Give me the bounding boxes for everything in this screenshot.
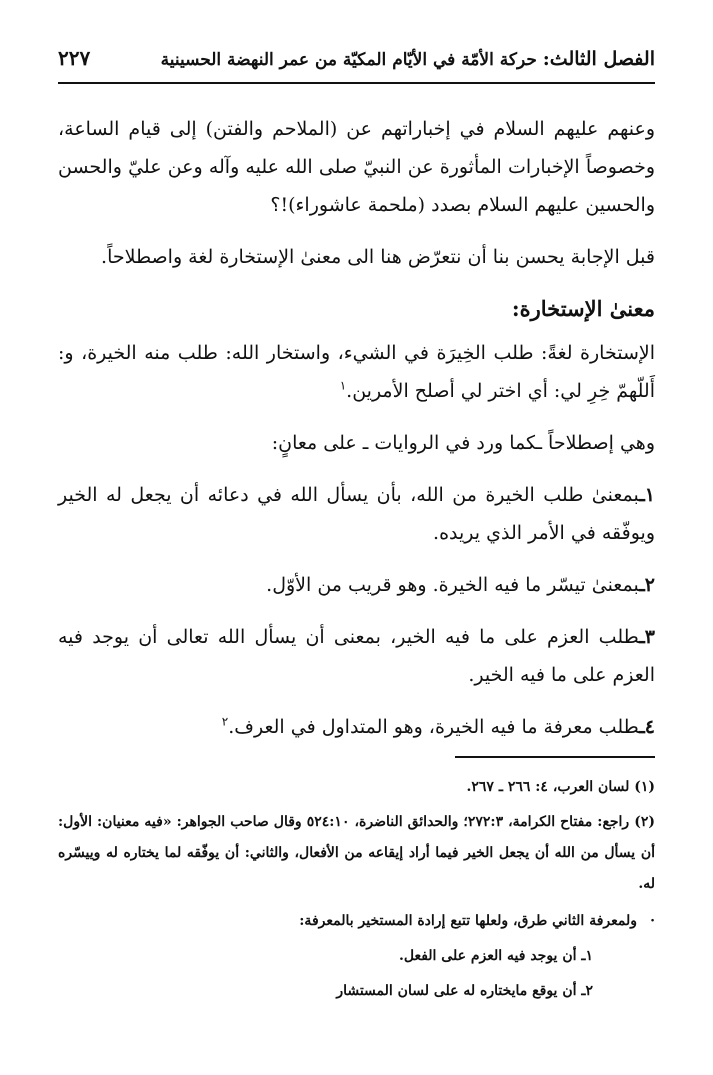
footnote-sub-item: · ولمعرفة الثاني طرق، ولعلها تتبع إرادة المستخير بالمعرفة: <box>58 906 637 937</box>
footnote-ref: ١ <box>339 378 347 393</box>
chapter-label: الفصل الثالث: <box>542 48 655 70</box>
running-header <box>58 42 655 84</box>
paragraph: وعنهم عليهم السلام في إخباراتهم عن (الملاحم والفتن) إلى قيام الساعة، وخصوصاً الإخبارات المأثورة عن النبيّ صلى الله عليه وآله وعن عليّ والحسن والحسين عليهم السلام بصدد (ملحمة عاشوراء)!؟ <box>58 118 655 216</box>
list-number: ٣ـ <box>639 626 655 648</box>
paragraph: وهي إصطلاحاً ـكما ورد في الروايات ـ على معانٍ: <box>271 432 655 454</box>
definition-text: الإستخارة لغةً: طلب الخِيرَة في الشيء، واستخار الله: طلب منه الخيرة، و: أَللّهمّ خِرِ لي: أي اختر لي أصلح الأمرين. <box>58 342 655 402</box>
footnote-sub-item: ٢ـ أن يوقع مايختاره له على لسان المستشار <box>336 983 593 999</box>
page-number: ٢٢٧ <box>58 46 91 70</box>
list-item <box>58 566 655 604</box>
footnote-sublist <box>58 906 655 1007</box>
paragraph <box>58 334 655 410</box>
list-number: ٤ـ <box>639 716 655 738</box>
footnote-ref: ٢ <box>221 714 229 729</box>
main-text <box>58 110 655 760</box>
list-text: طلب العزم على ما فيه الخير، بمعنى أن يسأل الله تعالى أن يوجد فيه العزم على ما فيه الخير. <box>58 626 655 686</box>
list-number: ٢ـ <box>639 574 655 596</box>
footnote-sub-item: ١ـ أن يوجد فيه العزم على الفعل. <box>398 948 593 964</box>
list-text: بمعنىٰ تيسّر ما فيه الخيرة. وهو قريب من الأوّل. <box>266 574 640 596</box>
list-text: طلب معرفة ما فيه الخيرة، وهو المتداول في العرف. <box>228 716 640 738</box>
chapter-title <box>161 48 655 70</box>
list-text: بمعنىٰ طلب الخيرة من الله، بأن يسأل الله في دعائه أن يجعل له الخير ويوفّقه في الأمر الذي يريده. <box>58 484 655 544</box>
footnote-divider <box>455 756 655 758</box>
list-item <box>58 618 655 694</box>
section-heading: معنىٰ الإستخارة: <box>511 296 655 321</box>
list-number: ١ـ <box>639 484 655 506</box>
footnote: (١) لسان العرب، ٤: ٢٦٦ ـ ٢٦٧. <box>466 779 655 795</box>
list-item <box>58 476 655 552</box>
chapter-subtitle: حركة الأمّة في الأيّام المكيّة من عمر النهضة الحسينية <box>160 50 537 70</box>
footnotes <box>58 772 655 1011</box>
paragraph: قبل الإجابة يحسن بنا أن نتعرّض هنا الى معنىٰ الإستخارة لغة واصطلاحاً. <box>101 246 655 268</box>
list-item <box>58 708 655 746</box>
footnote: (٢) راجع: مفتاح الكرامة، ٢٧٢:٣؛ والحدائق الناضرة، ٥٢٤:١٠ وقال صاحب الجواهر: «فيه معنيان: الأول: أن يسأل من الله أن يجعل الخير فيما أراد إيقاعه من الأفعال، والثاني: أن يوفّقه لما يختاره له وييسّره له. <box>58 814 655 892</box>
